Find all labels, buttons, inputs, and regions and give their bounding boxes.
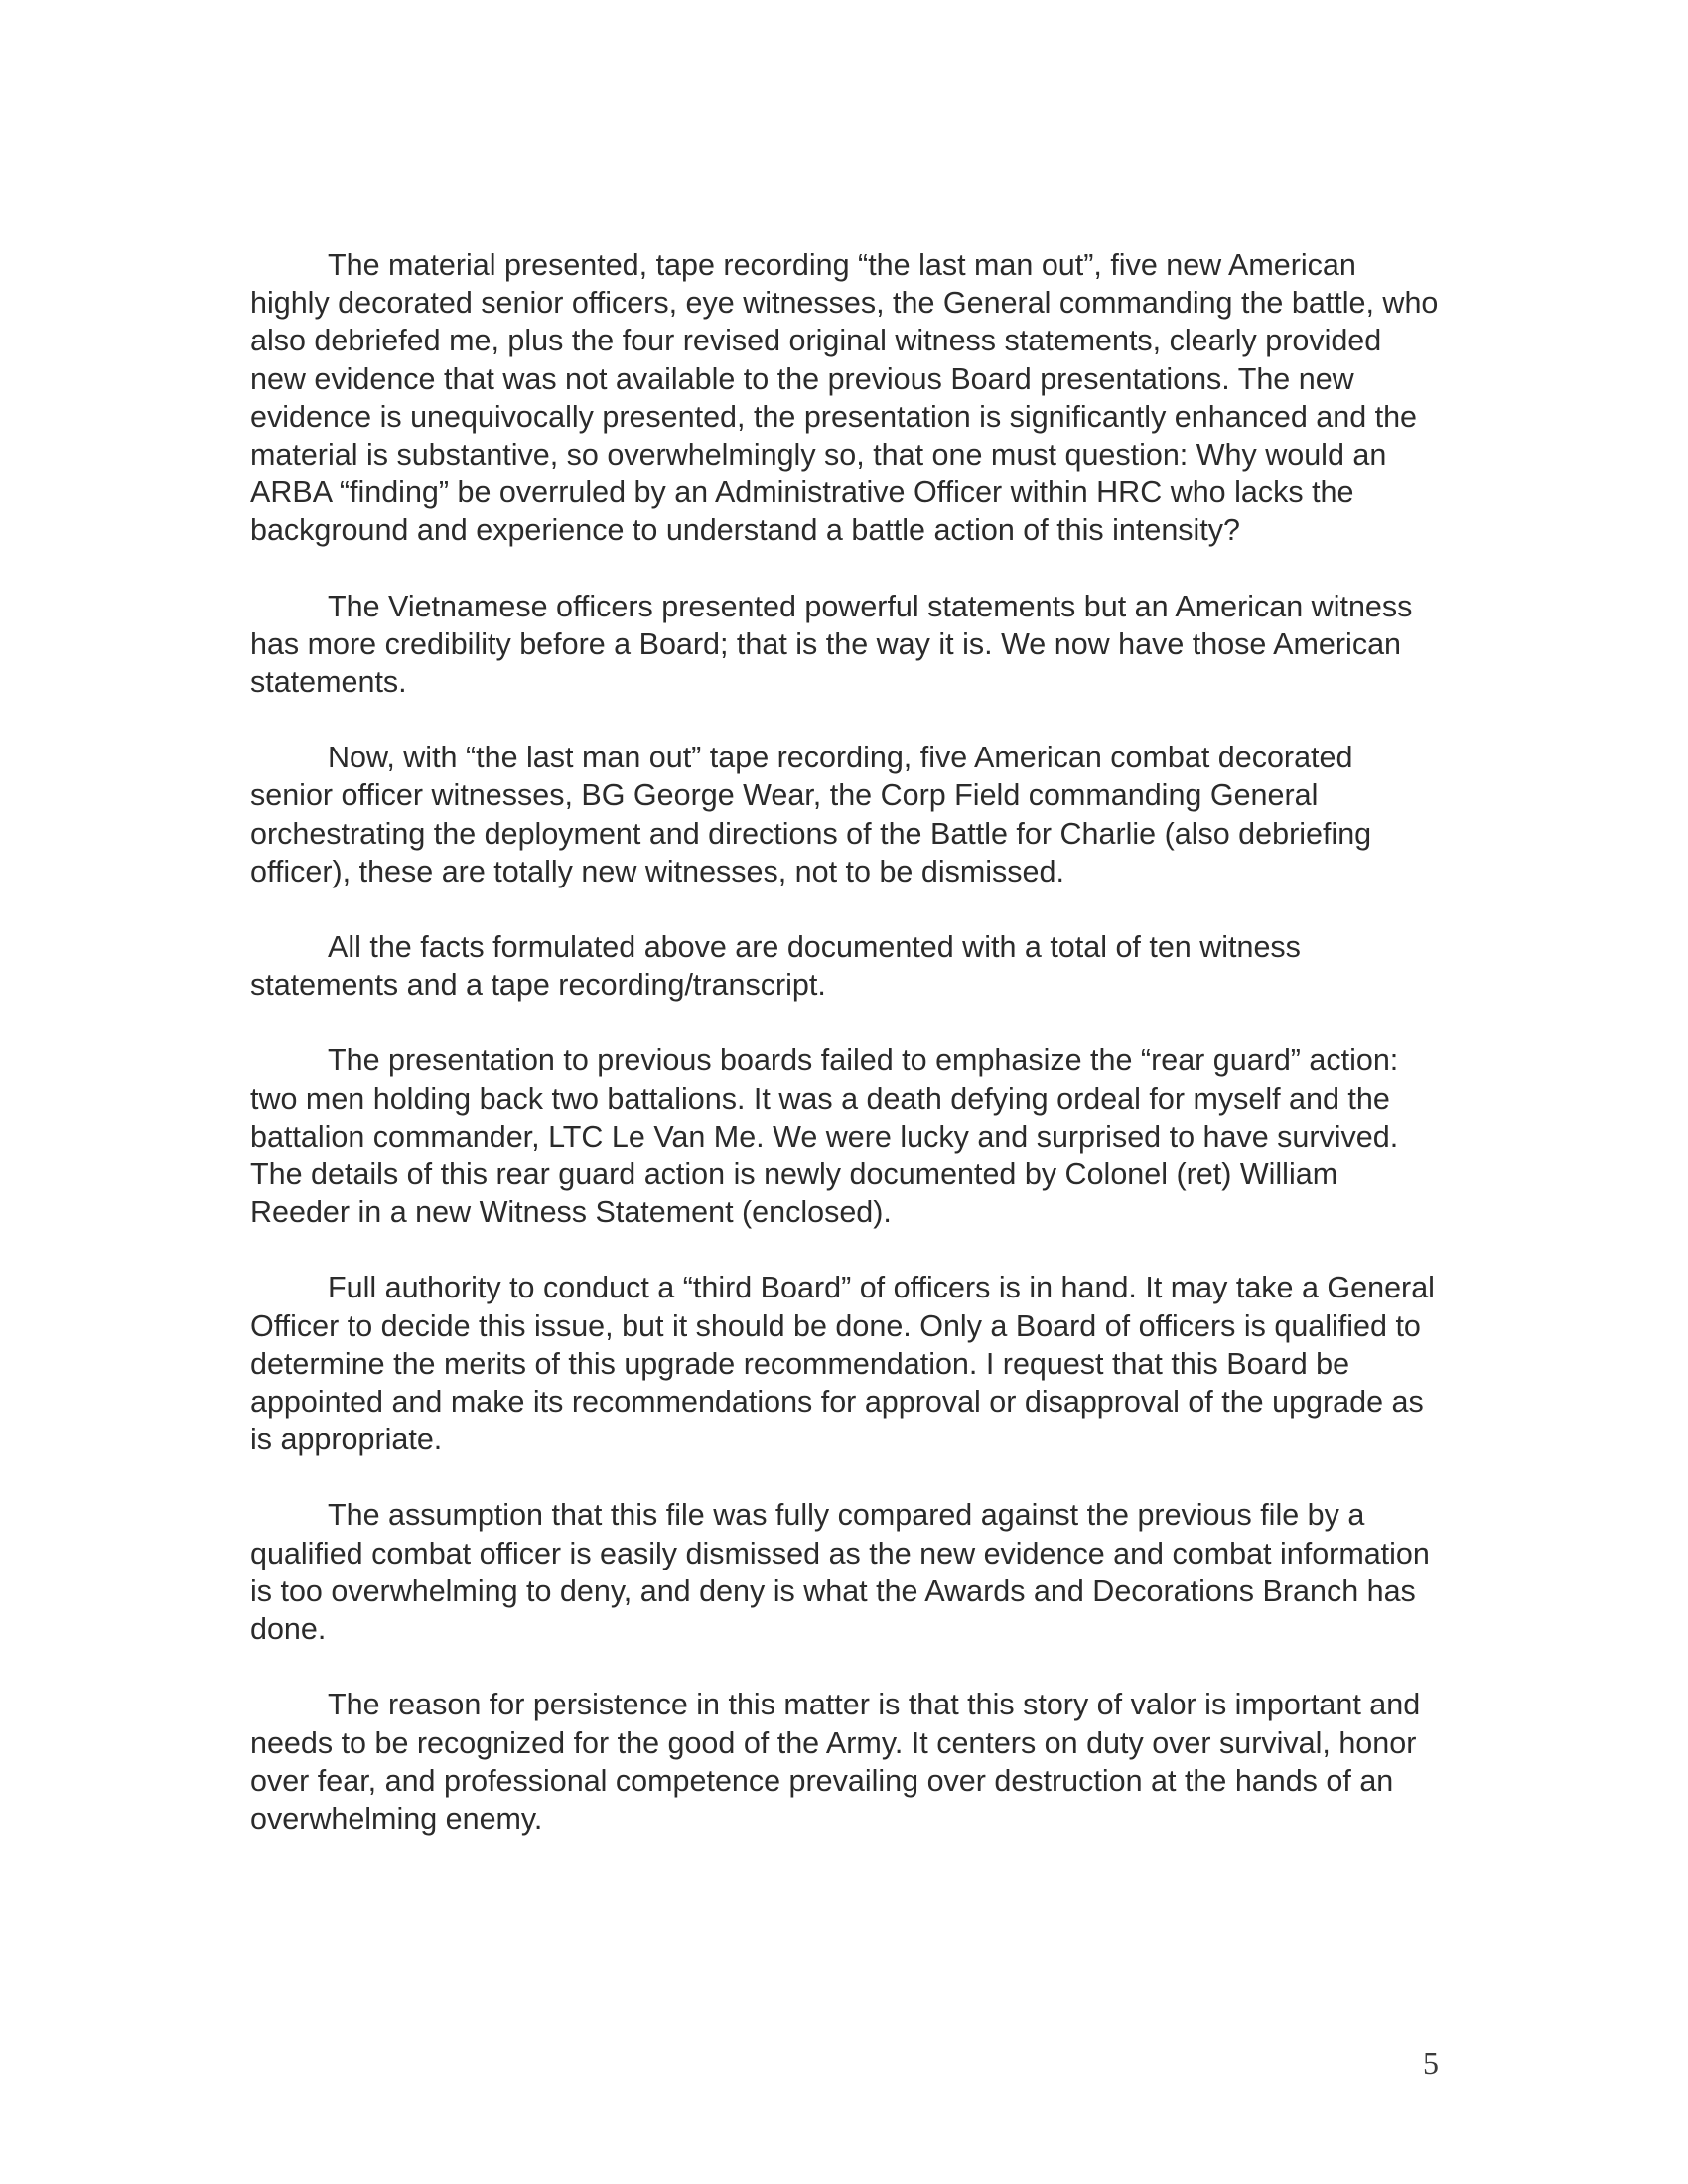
- letter-body: [250, 246, 1442, 1838]
- paragraph-documented-facts: All the facts formulated above are documented with a total of ten witness statements and a tape recording/transcript.: [250, 930, 1301, 1003]
- paragraph-persistence: The reason for persistence in this matter is that this story of valor is important and needs to be recognized for the good of the Army. It centers on duty over survival, honor over fear, and professional competence prevailing over destruction at the hands of an overwhelming enemy.: [250, 1688, 1421, 1836]
- paragraph-new-evidence: The material presented, tape recording “the last man out”, five new American highly decorated senior officers, eye witnesses, the General commanding the battle, who also debriefed me, plus the four revised original witness statements, clearly provided new evidence that was not available to the previous Board presentations. The new evidence is unequivocally presented, the presentation is significantly enhanced and the material is substantive, so overwhelmingly so, that one must question: Why would an ARBA “finding” be overruled by an Administrative Officer within HRC who lacks the background and experience to understand a battle action of this intensity?: [250, 248, 1439, 548]
- paragraph-third-board: Full authority to conduct a “third Board” of officers is in hand. It may take a General Officer to decide this issue, but it should be done. Only a Board of officers is qualified to determine the merits of this upgrade recommendation. I request that this Board be appointed and make its recommendations for approval or disapproval of the upgrade as is appropriate.: [250, 1271, 1435, 1457]
- paragraph-vietnamese-officers: The Vietnamese officers presented powerful statements but an American witness has more credibility before a Board; that is the way it is. We now have those American statements.: [250, 589, 1413, 700]
- page-number: 5: [1423, 2045, 1439, 2081]
- paragraph-rear-guard: The presentation to previous boards failed to emphasize the “rear guard” action: two men holding back two battalions. It was a death defying ordeal for myself and the battalion commander, LTC Le Van Me. We were lucky and surprised to have survived. The details of this rear guard action is newly documented by Colonel (ret) William Reeder in a new Witness Statement (enclosed).: [250, 1043, 1399, 1230]
- paragraph-new-witnesses: Now, with “the last man out” tape recording, five American combat decorated senior officer witnesses, BG George Wear, the Corp Field commanding General orchestrating the deployment and directions of the Battle for Charlie (also debriefing officer), these are totally new witnesses, not to be dismissed.: [250, 741, 1372, 888]
- paragraph-assumption: The assumption that this file was fully compared against the previous file by a qualified combat officer is easily dismissed as the new evidence and combat information is too overwhelming to deny, and deny is what the Awards and Decorations Branch has done.: [250, 1498, 1430, 1647]
